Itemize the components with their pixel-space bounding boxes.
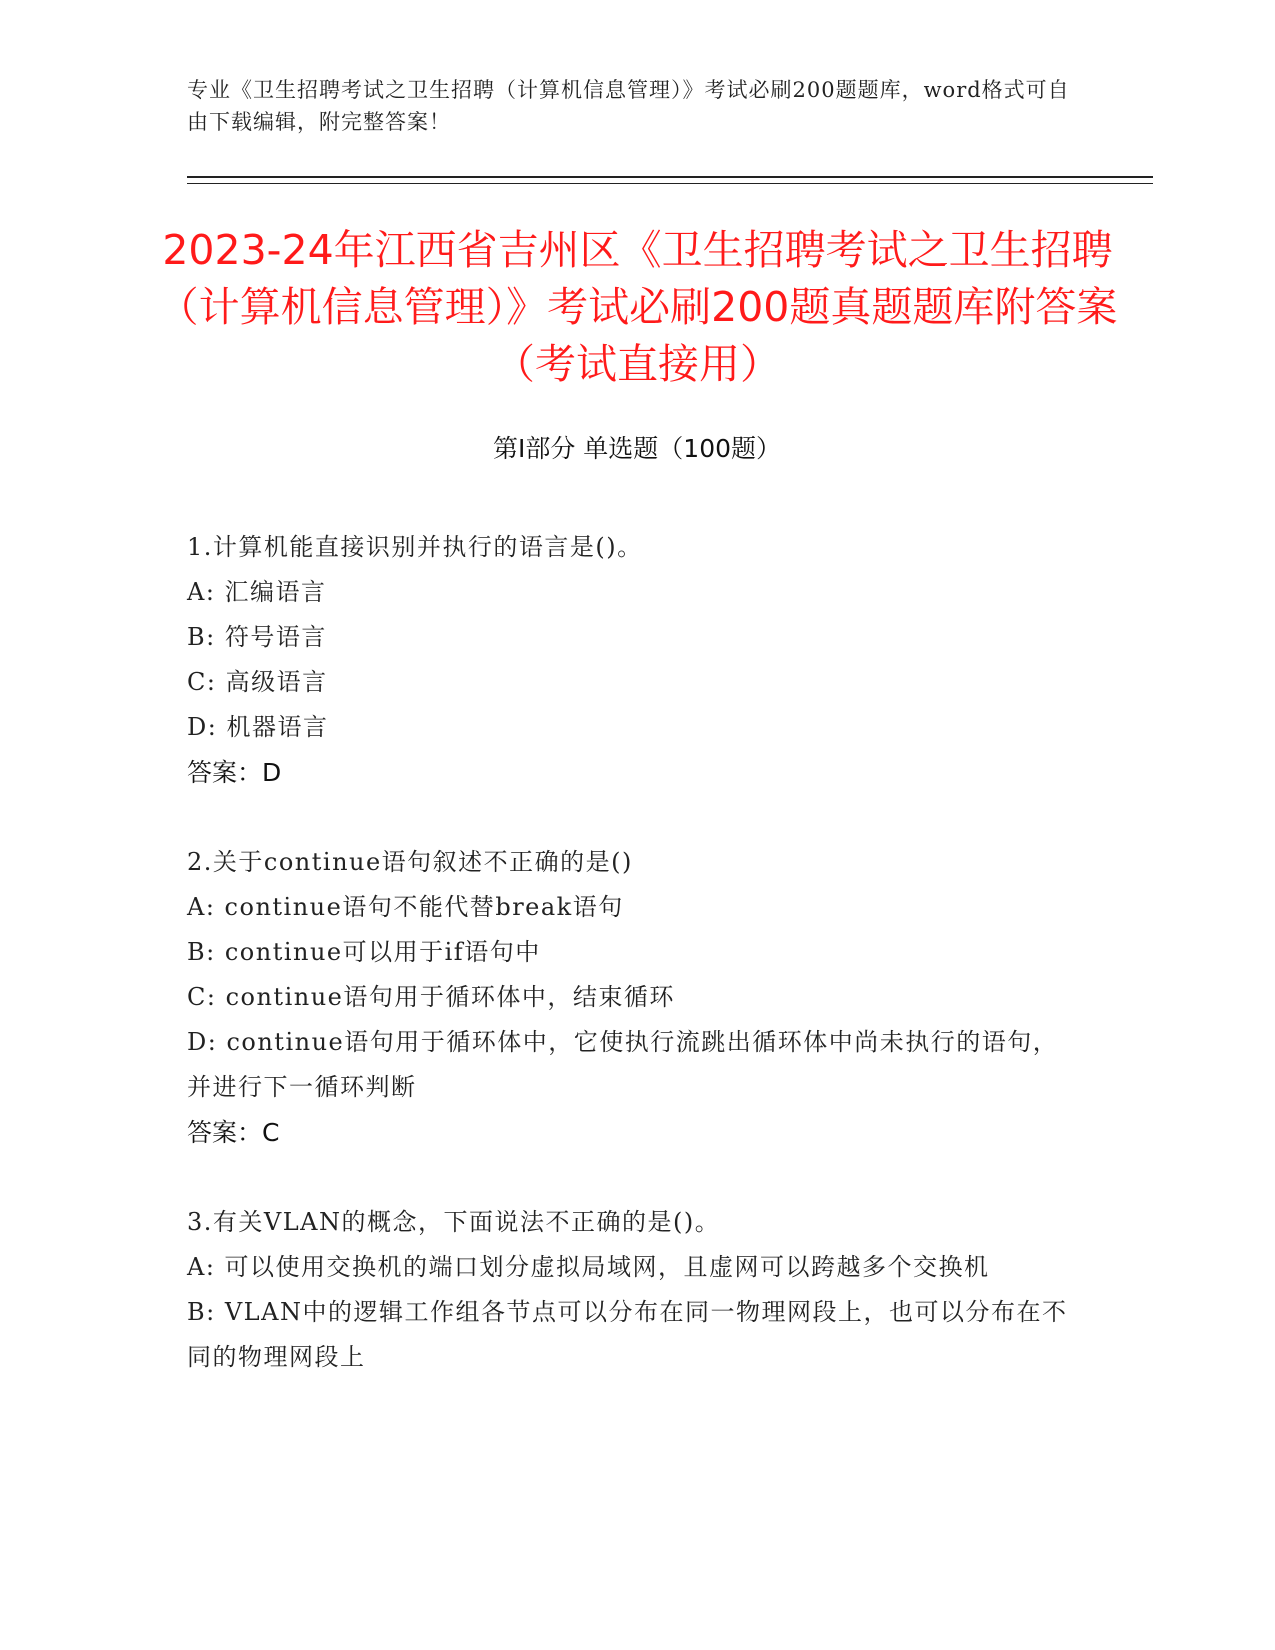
answer-line: 答案：D — [187, 758, 282, 787]
question-stem: 2.关于continue语句叙述不正确的是() — [187, 848, 633, 876]
option-d: D: continue语句用于循环体中，它使执行流跳出循环体中尚未执行的语句，并进行下一循环判断 — [187, 1028, 1059, 1101]
option-a: A: continue语句不能代替break语句 — [187, 893, 624, 921]
header-note: 专业《卫生招聘考试之卫生招聘（计算机信息管理）》考试必刷200题题库，word格式可自由下载编辑，附完整答案！ — [187, 78, 1070, 134]
option-b: B: VLAN中的逻辑工作组各节点可以分布在同一物理网段上，也可以分布在不同的物理网段上 — [187, 1298, 1068, 1371]
document-title: 2023-24年江西省吉州区《卫生招聘考试之卫生招聘（计算机信息管理）》考试必刷200题真题题库附答案（考试直接用） — [157, 226, 1118, 388]
option-d: D: 机器语言 — [187, 713, 329, 741]
option-c: C: 高级语言 — [187, 668, 328, 696]
option-a: A: 汇编语言 — [187, 578, 327, 606]
question-2 — [187, 840, 1077, 1155]
question-1 — [187, 525, 1077, 795]
question-stem: 3.有关VLAN的概念，下面说法不正确的是()。 — [187, 1208, 721, 1236]
option-a: A: 可以使用交换机的端口划分虚拟局域网，且虚网可以跨越多个交换机 — [187, 1253, 990, 1281]
option-c: C: continue语句用于循环体中，结束循环 — [187, 983, 675, 1011]
answer-line: 答案：C — [187, 1118, 280, 1147]
section-title: 第Ⅰ部分 单选题（100题） — [492, 434, 782, 463]
header-divider-thick — [187, 176, 1153, 178]
question-stem: 1.计算机能直接识别并执行的语言是()。 — [187, 533, 643, 561]
header-divider-thin — [187, 183, 1153, 184]
question-list — [187, 525, 1077, 1425]
option-b: B: 符号语言 — [187, 623, 327, 651]
question-3 — [187, 1200, 1077, 1380]
option-b: B: continue可以用于if语句中 — [187, 938, 541, 966]
